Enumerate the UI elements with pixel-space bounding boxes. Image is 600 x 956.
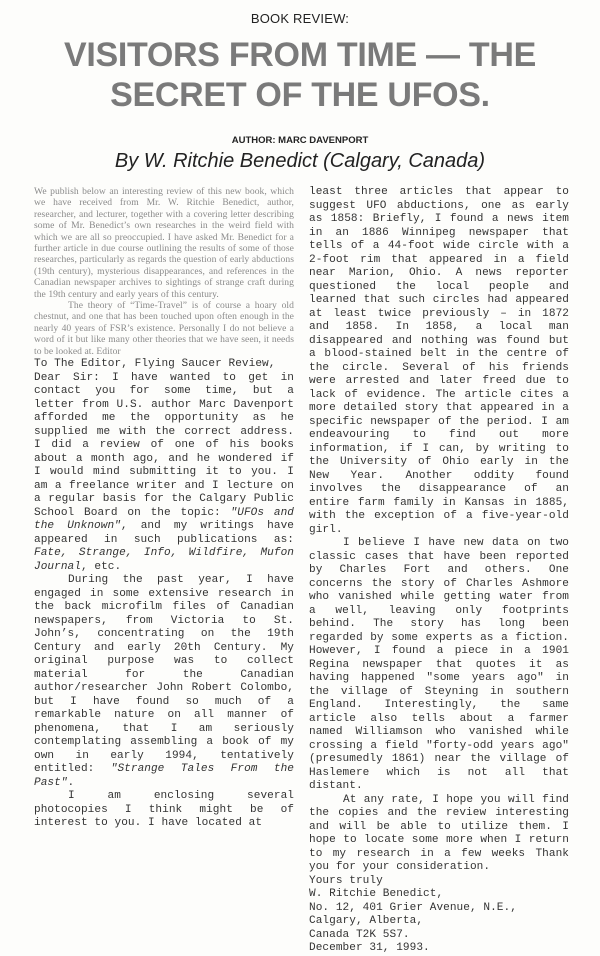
letter-text: Dear Sir: I have wanted to get in contact you for some time, but a letter from U.S. author Marc Davenport afforded me the opportunity as he supplied me with the correct address. I did a review of one of his books about a month ago, and he wondered if I would mind submitting it to you. I am a freelance writer and I lecture on a regular basis for the Calgary Public School Board on the topic: bbox=[34, 371, 294, 519]
publications-list: Fate, Strange, Info, Wildfire, Mufon Journal bbox=[34, 547, 294, 573]
letter-address-line: Calgary, Alberta, bbox=[309, 915, 424, 927]
letter-paragraph bbox=[34, 574, 294, 790]
letter-paragraph: At any rate, I hope you will find the copies and the review interesting and will be able to utilize them. I hope to locate some more when I return to my research in a few weeks Thank you for your consideration. bbox=[309, 793, 569, 873]
lecture-topic-title: "UFOs and the Unknown" bbox=[34, 506, 294, 533]
letter-text: During the past year, I have engaged in some extensive research in the back microfilm files of Canadian newspapers, from Victoria to St. John’s, concentrating on the 19th Century and early 20th Century. My original purpose was to collect material for the Canadian author/researcher John Robert Colombo, but I have found so much of a remarkable nature on all manner of phenomena, that I am seriously contemplating assembling a book of my own in early 1994, tentatively entitled: bbox=[34, 574, 294, 776]
letter-date: December 31, 1993. bbox=[309, 942, 430, 954]
article-title bbox=[0, 35, 600, 115]
left-column bbox=[34, 186, 294, 831]
editor-intro-paragraph: The theory of “Time-Travel” is of course a hoary old chestnut, and one that has been touched upon often enough in the nearly 40 years of FSR’s existence. Personally I do not believe a word of it but like many other theories that we have seen, it needs to be looked at. Editor bbox=[34, 300, 294, 357]
letter-body bbox=[34, 358, 294, 831]
letter-address-line: Canada T2K 5S7. bbox=[309, 928, 410, 941]
article-title-line-2: SECRET OF THE UFOS. bbox=[110, 76, 490, 114]
book-review-kicker: BOOK REVIEW: bbox=[250, 11, 350, 26]
letter-paragraph-continued: least three articles that appear to suggest UFO abductions, one as early as 1858: Briefly, I found a news item in an 1886 Winnipeg newspaper that tells of a 44-foot wide circle with a 2-foot rim that appeared in a field near Marion, Ohio. A news reporter questioned the local people and learned that such circles had appeared at least twice previously – in 1872 and 1858. In 1858, a local man disappeared and nothing was found but a blood-stained belt in the centre of the circle. Several of his friends were arrested and later freed due to lack of evidence. The article cites a more detailed story that appeared in a specific newspaper of the period. I am endeavouring to find out more information, if I can, by writing to the University of Ohio early in the New Year. Another oddity found involves the disappearance of an entire farm family in Kansas in 1885, with the exception of a five-year-old girl. bbox=[309, 186, 569, 536]
letter-paragraph bbox=[34, 372, 294, 575]
letter-salutation-to: To The Editor, Flying Saucer Review, bbox=[34, 358, 276, 371]
editor-intro-paragraph: We publish below an interesting review of this new book, which we have received from Mr. W. Ritchie Benedict, author, researcher, and lecturer, together with a covering letter describing some of Mr. Benedict’s own researches in the weird field with which we are all so preoccupied. I have asked Mr. Benedict for a further article in due course outlining the results of some of those researches, particularly as regards the question of early abductions (19th century), mysterious disappearances, and references in the Canadian newspaper archives to sightings of strange craft during the 19th century and early years of this century. bbox=[34, 186, 294, 300]
editor-intro bbox=[34, 186, 294, 357]
letter-signature: W. Ritchie Benedict, bbox=[309, 888, 444, 900]
letter-paragraph: I believe I have new data on two classic cases that have been reported by Charles Fort and others. One concerns the story of Charles Ashmore who vanished while getting water from a well, leaving only footprints behind. The story has long been regarded by some experts as a fiction. However, I found a piece in a 1901 Regina newspaper that quotes it as having happened "some years ago" in the village of Steyning in southern England. Interestingly, the same article also tells about a farmer named Williamson who vanished while crossing a field "forty-odd years ago" (presumedly 1861) near the village of Haslemere which is not all that distant. bbox=[309, 537, 569, 792]
letter-closing: Yours truly bbox=[309, 874, 383, 887]
letter-paragraph: I am enclosing several photocopies I think might be of interest to you. I have located at bbox=[34, 790, 294, 830]
letter-address-line: No. 12, 401 Grier Avenue, N.E., bbox=[309, 901, 517, 914]
letter-text: , and my writings have appeared in such publications as: bbox=[34, 520, 295, 546]
letter-text: . bbox=[67, 776, 75, 789]
book-title: "Strange Tales From the Past" bbox=[34, 763, 294, 789]
book-author-line: AUTHOR: MARC DAVENPORT bbox=[231, 135, 369, 146]
letter-text: , etc. bbox=[80, 560, 122, 573]
article-title-line-1: VISITORS FROM TIME — THE bbox=[64, 36, 536, 74]
byline: By W. Ritchie Benedict (Calgary, Canada) bbox=[114, 150, 486, 172]
right-column bbox=[309, 186, 569, 956]
